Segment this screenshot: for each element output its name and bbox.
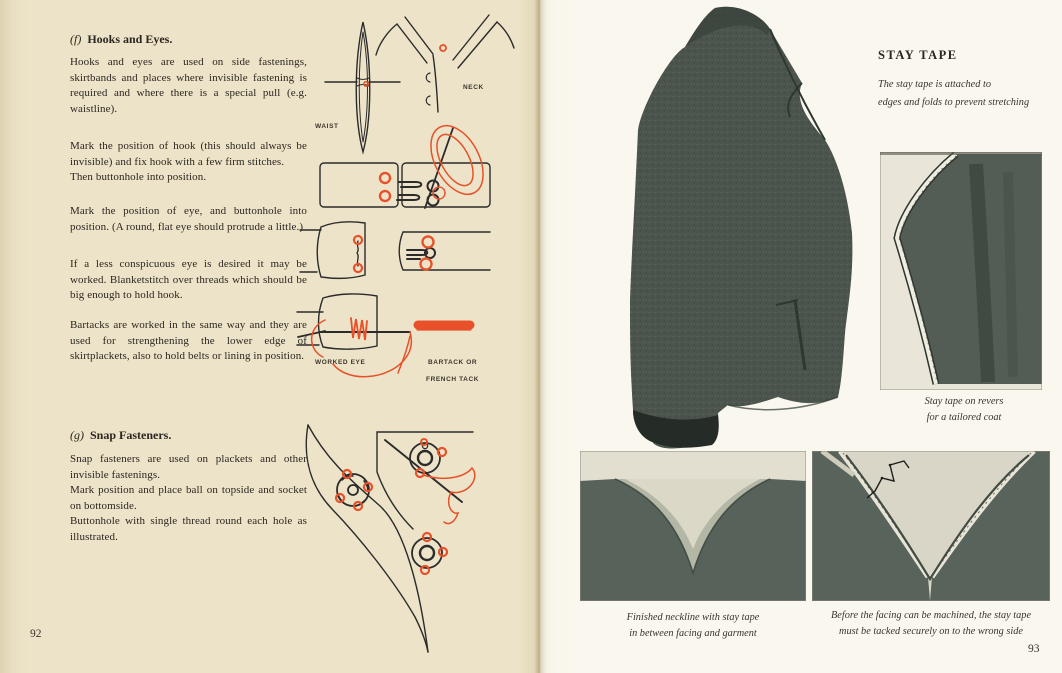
- section-f-heading-text: Hooks and Eyes.: [87, 32, 173, 46]
- section-f-heading: [70, 32, 172, 47]
- right-page-number: 93: [1028, 643, 1040, 655]
- hooks-and-eyes-figure: [295, 10, 535, 665]
- section-f-para2b: Then buttonhole into position.: [70, 171, 207, 184]
- tacking-photo: [812, 451, 1050, 601]
- section-f-para3: Mark the position of eye, and buttonhole into position. (A round, flat eye should protrude a little.): [70, 205, 307, 233]
- section-g-paras: [70, 452, 307, 546]
- section-g-heading-text: Snap Fasteners.: [90, 428, 172, 442]
- revers-caption-line2: for a tailored coat: [926, 412, 1002, 423]
- section-f-heading-prefix: (f): [70, 32, 82, 46]
- section-g-heading: [70, 428, 171, 443]
- section-f-para2: [70, 139, 307, 186]
- tacking-caption: [802, 608, 1060, 640]
- neckline-photo: [580, 451, 806, 601]
- section-g-para2: Mark position and place ball on topside and socket on bottomside.: [70, 484, 307, 512]
- revers-caption-line1: Stay tape on revers: [924, 396, 1004, 407]
- coat-photo: [600, 5, 900, 455]
- section-g-para1: Snap fasteners are used on plackets and other invisible fastenings.: [70, 453, 307, 481]
- tacking-caption-line1: Before the facing can be machined, the stay tape: [830, 610, 1032, 621]
- stay-tape-heading: STAY TAPE: [878, 48, 958, 62]
- neckline-caption: [580, 610, 806, 642]
- bartack-label-line2: FRENCH TACK: [426, 376, 480, 383]
- stay-tape-intro-line1: The stay tape is attached to: [878, 79, 991, 90]
- revers-photo: [880, 152, 1042, 390]
- stay-tape-intro-line2: edges and folds to prevent stretching: [878, 97, 1030, 108]
- bartack-label-line1: BARTACK OR: [428, 359, 478, 366]
- section-g-heading-prefix: (g): [70, 428, 84, 442]
- section-f-para4: If a less conspicuous eye is desired it may be worked. Blanketstitch over threads which should be big enough to hold hook.: [70, 258, 307, 302]
- section-g-para3: Buttonhole with single thread round each hole as illustrated.: [70, 515, 307, 543]
- tacking-caption-line2: must be tacked securely on to the wrong side: [839, 626, 1023, 637]
- section-f-para2a: Mark the position of hook (this should always be invisible) and fix hook with a few firm stitches.: [70, 140, 307, 168]
- neckline-caption-line2: in between facing and garment: [629, 628, 757, 639]
- section-f-para1: Hooks and eyes are used on side fastenings, skirtbands and places where invisible fastening is required and where there is a special pull (e.g. waistline).: [70, 56, 307, 115]
- left-page-number: 92: [30, 628, 42, 640]
- stay-tape-intro: [878, 76, 1029, 112]
- page-gutter: [534, 0, 546, 673]
- waist-label: WAIST: [315, 123, 339, 130]
- worked-eye-label: WORKED EYE: [315, 359, 366, 366]
- neckline-caption-line1: Finished neckline with stay tape: [626, 612, 760, 623]
- revers-caption: [880, 394, 1048, 426]
- section-f-para5: Bartacks are worked in the same way and they are used for strengthening the lower edge of skirtplackets, also to hold belts or lining in position.: [70, 319, 307, 363]
- neck-label: NECK: [463, 84, 484, 91]
- right-page: [540, 0, 1062, 673]
